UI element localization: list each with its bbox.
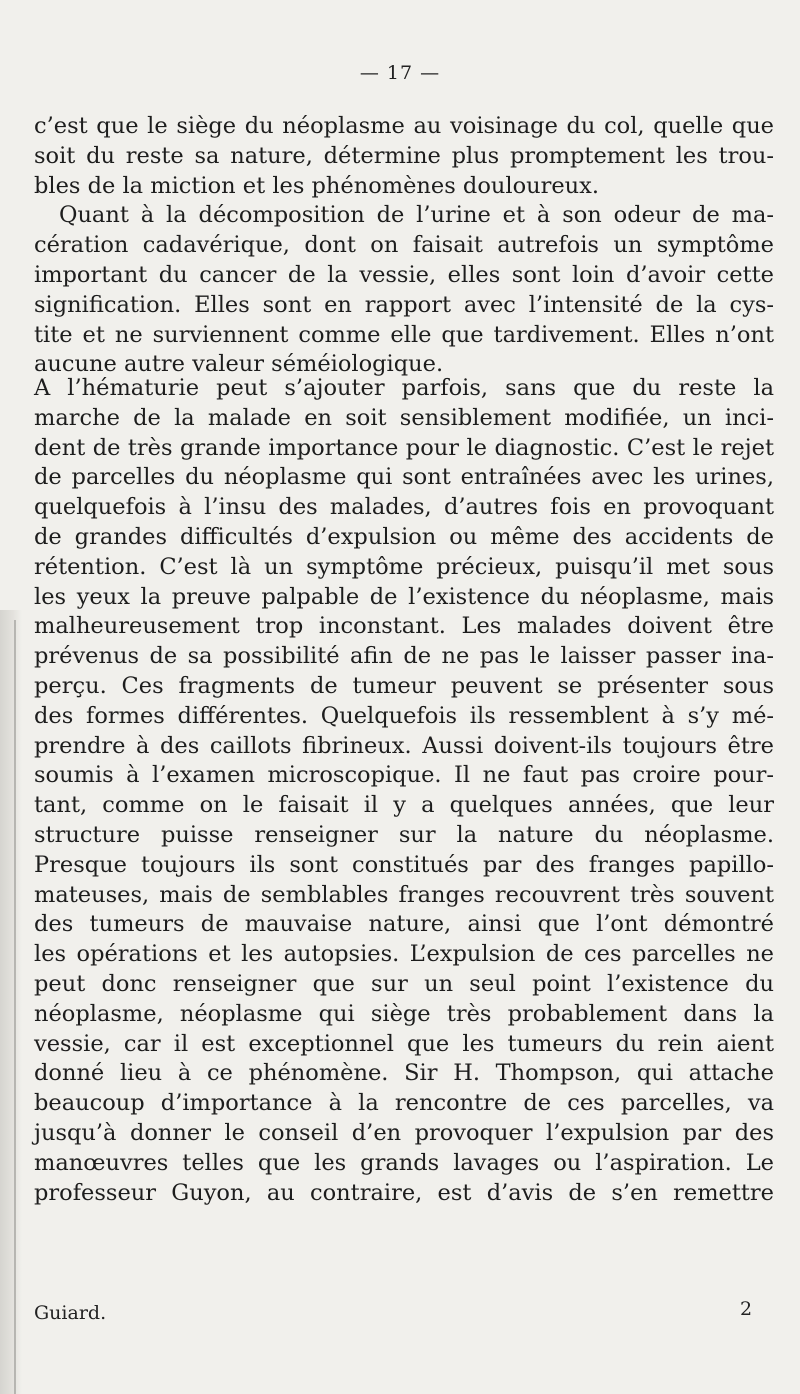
- text-line: tite et ne surviennent comme elle que tardivement. Elles n’ont: [34, 321, 774, 348]
- text-line: vessie, car il est exceptionnel que les tumeurs du rein aient: [34, 1030, 774, 1057]
- text-line: important du cancer de la vessie, elles sont loin d’avoir cette: [34, 261, 774, 288]
- text-line: peut donc renseigner que sur un seul point l’existence du: [34, 970, 774, 997]
- text-line: de parcelles du néoplasme qui sont entraînées avec les urines,: [34, 464, 774, 491]
- text-line: bles de la miction et les phénomènes douloureux.: [34, 172, 600, 199]
- text-line: prendre à des caillots fibrineux. Aussi doivent-ils toujours être: [34, 732, 774, 759]
- text-line: donné lieu à ce phénomène. Sir H. Thompson, qui attache: [34, 1060, 774, 1087]
- text-line: les opérations et les autopsies. L’expulsion de ces parcelles ne: [34, 941, 774, 968]
- paragraph-2: [34, 374, 774, 1208]
- text-line: prévenus de sa possibilité afin de ne pas le laisser passer ina-: [34, 643, 774, 670]
- text-line: cération cadavérique, dont on faisait autrefois un symptôme: [34, 232, 774, 259]
- text-line: dent de très grande importance pour le diagnostic. C’est le rejet: [34, 434, 774, 461]
- text-line: les yeux la preuve palpable de l’existence du néoplasme, mais: [34, 583, 774, 610]
- paragraph-1: [34, 112, 774, 380]
- footer-signature: Guiard.: [34, 1302, 107, 1324]
- text-line: malheureusement trop inconstant. Les malades doivent être: [34, 613, 774, 640]
- text-line: Quant à la décomposition de l’urine et à son odeur de ma-: [59, 202, 774, 229]
- text-line: A l’hématurie peut s’ajouter parfois, sans que du reste la: [34, 375, 774, 401]
- text-line: aucune autre valeur séméiologique.: [34, 351, 444, 378]
- text-line: des tumeurs de mauvaise nature, ainsi que l’ont démontré: [34, 911, 774, 938]
- text-line: néoplasme, néoplasme qui siège très probablement dans la: [34, 1000, 774, 1027]
- text-line: professeur Guyon, au contraire, est d’avis de s’en remettre: [34, 1179, 774, 1206]
- text-line: manœuvres telles que les grands lavages ou l’aspiration. Le: [34, 1149, 774, 1176]
- text-line: tant, comme on le faisait il y a quelques années, que leur: [34, 792, 774, 819]
- text-line: marche de la malade en soit sensiblement modifiée, un inci-: [34, 404, 774, 431]
- text-line: c’est que le siège du néoplasme au voisinage du col, quelle que: [34, 113, 774, 139]
- text-line: soit du reste sa nature, détermine plus promptement les trou-: [34, 142, 774, 169]
- text-line: Presque toujours ils sont constitués par des franges papillo-: [34, 851, 774, 878]
- text-line: mateuses, mais de semblables franges recouvrent très souvent: [34, 881, 774, 908]
- binding-shadow: [0, 610, 22, 1394]
- text-line: jusqu’à donner le conseil d’en provoquer l’expulsion par des: [34, 1119, 774, 1146]
- text-line: de grandes difficultés d’expulsion ou même des accidents de: [34, 523, 774, 550]
- signature-number: 2: [740, 1298, 753, 1320]
- page-number-header: — 17 —: [359, 62, 441, 84]
- text-line: soumis à l’examen microscopique. Il ne faut pas croire pour-: [34, 762, 774, 789]
- text-line: structure puisse renseigner sur la nature du néoplasme.: [34, 821, 774, 848]
- binding-edge: [14, 620, 16, 1394]
- text-line: perçu. Ces fragments de tumeur peuvent se présenter sous: [34, 672, 774, 699]
- text-line: des formes différentes. Quelquefois ils ressemblent à s’y mé-: [34, 702, 774, 729]
- text-line: rétention. C’est là un symptôme précieux, puisqu’il met sous: [34, 553, 774, 580]
- text-line: quelquefois à l’insu des malades, d’autres fois en provoquant: [34, 494, 774, 521]
- text-line: signification. Elles sont en rapport avec l’intensité de la cys-: [34, 291, 774, 318]
- text-line: beaucoup d’importance à la rencontre de ces parcelles, va: [34, 1090, 774, 1117]
